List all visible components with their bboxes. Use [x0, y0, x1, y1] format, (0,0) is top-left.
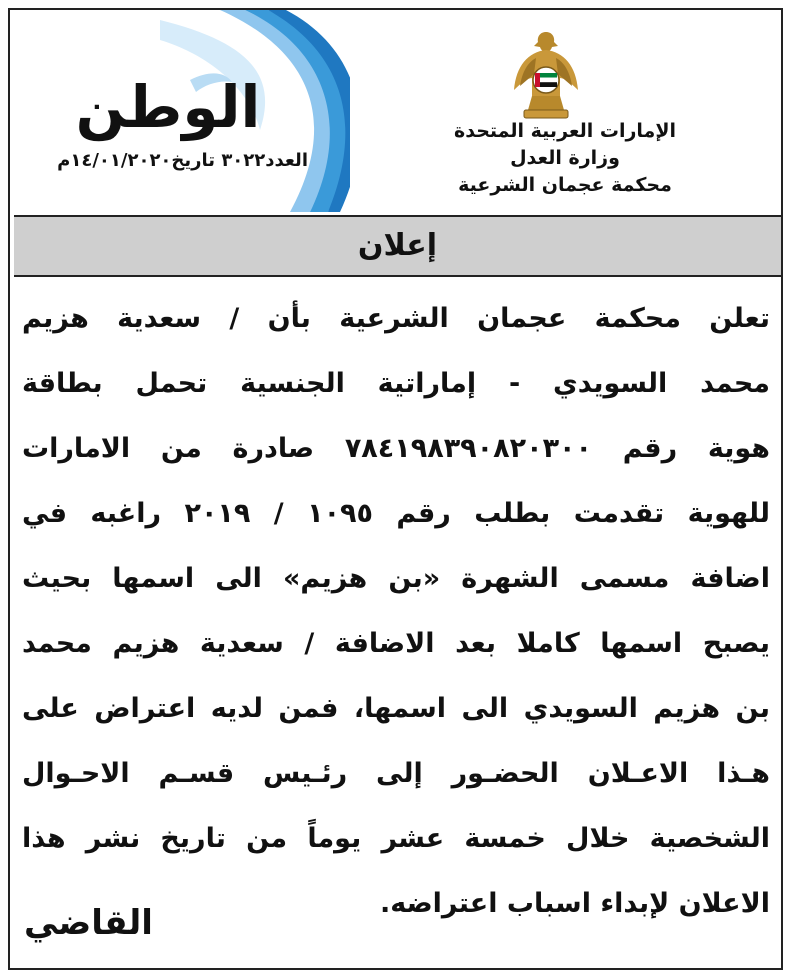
gov-line-court: محكمة عجمان الشرعية — [458, 174, 672, 196]
header — [10, 10, 781, 212]
government-heading — [440, 118, 690, 199]
newspaper-name: الوطن — [75, 73, 261, 141]
gov-line-ministry: وزارة العدل — [510, 147, 620, 169]
gov-line-country: الإمارات العربية المتحدة — [454, 120, 676, 142]
notice-title: إعلان — [14, 215, 781, 277]
notice-body — [22, 286, 770, 936]
notice-line: تعلن محكمة عجمان الشرعية بأن / سعدية هزيم — [22, 303, 770, 334]
notice-line: الشخصية خلال خمسة عشر يوماً من تاريخ نشر هذا — [22, 823, 770, 854]
notice-line: للهوية تقدمت بطلب رقم ١٠٩٥ / ٢٠١٩ راغبه في — [22, 498, 770, 529]
issue-date-line: العدد٣٠٢٢ تاريخ١٤/٠١/٢٠٢٠م — [57, 150, 308, 171]
notice-line: هوية رقم ٧٨٤١٩٨٣٩٠٨٢٠٣٠٠ صادرة من الامارات — [22, 433, 770, 464]
notice-line: بن هزيم السويدي الى اسمها، فمن لديه اعتراض على — [22, 693, 770, 724]
notice-line: يصبح اسمها كاملا بعد الاضافة / سعدية هزيم محمد — [22, 628, 770, 659]
judge-signature: القاضي — [24, 903, 153, 943]
notice-line: هـذا الاعـلان الحضـور إلى رئـيس قسـم الاحـوال — [22, 758, 770, 789]
uae-falcon-emblem-icon — [510, 26, 582, 122]
notice-line: محمد السويدي - إماراتية الجنسية تحمل بطاقة — [22, 368, 770, 399]
notice-frame — [8, 8, 783, 970]
notice-line: الاعلان لإبداء اسباب اعتراضه. — [379, 888, 770, 919]
notice-line: اضافة مسمى الشهرة «بن هزيم» الى اسمها بحيث — [22, 563, 770, 594]
